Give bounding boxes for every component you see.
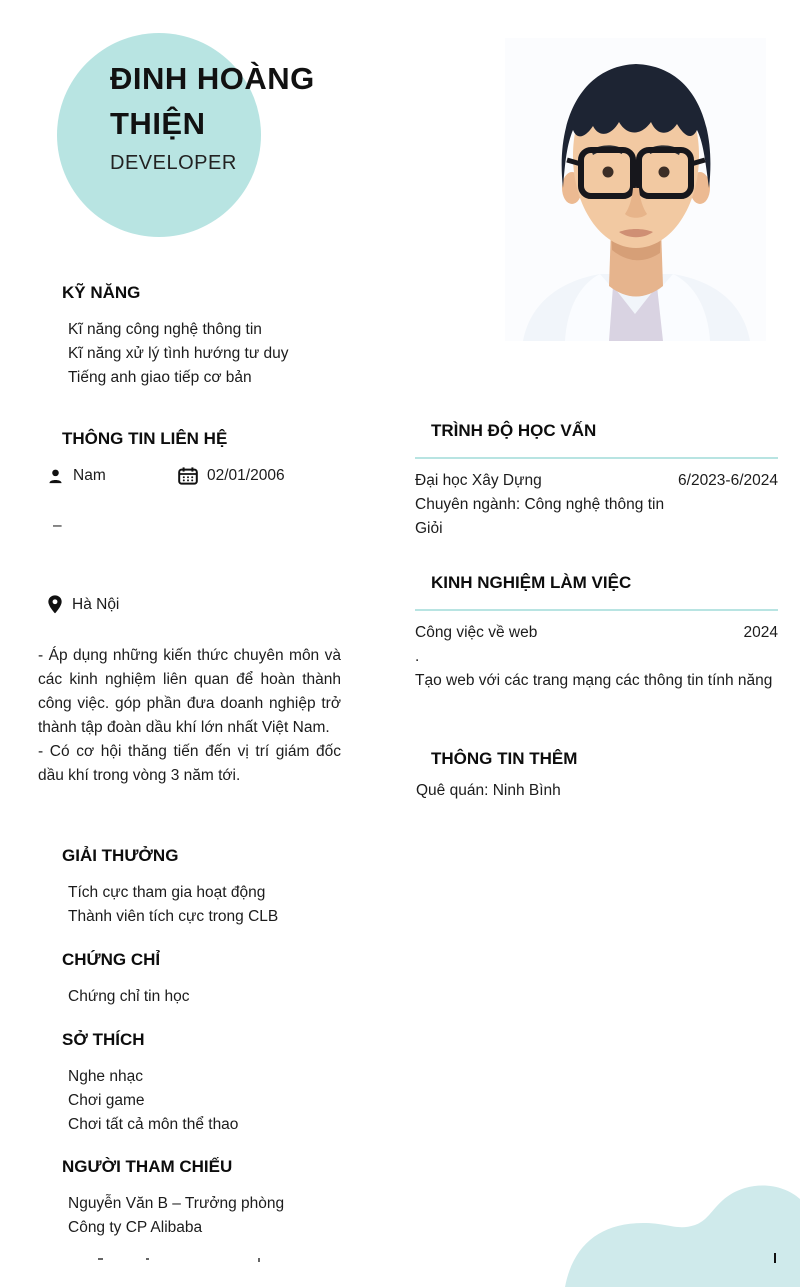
person-icon (47, 468, 64, 485)
more-info-body (416, 779, 778, 803)
experience-description: Tạo web với các trang mạng các thông tin tính năng (415, 672, 773, 689)
reference-item: Nguyễn Văn B – Trưởng phòng (68, 1195, 285, 1212)
stray-cursor-mark (774, 1253, 776, 1263)
footer-wave-decoration (565, 1183, 800, 1287)
contact-section (47, 429, 397, 639)
experience-body (415, 621, 778, 693)
certificates-section (47, 950, 190, 1009)
experience-heading (415, 573, 778, 611)
location-pin-icon (47, 595, 63, 614)
school-name: Đại học Xây Dựng (415, 472, 542, 489)
candidate-name: ĐINH HOÀNG THIỆN (110, 61, 315, 141)
references-heading (47, 1157, 284, 1177)
hobby-item: Nghe nhạc (68, 1068, 143, 1085)
skills-section (47, 283, 289, 390)
more-info-section (415, 749, 778, 803)
skills-list (47, 318, 289, 390)
references-section (47, 1157, 284, 1240)
awards-section (47, 846, 278, 929)
address-value: Hà Nội (72, 595, 120, 613)
education-grade: Giỏi (415, 520, 443, 537)
references-heading-label: NGƯỜI THAM CHIẾU (62, 1157, 233, 1176)
award-item: Tích cực tham gia hoạt động (68, 884, 266, 901)
more-info-heading (415, 749, 778, 769)
candidate-job-title: DEVELOPER (110, 152, 237, 174)
hobbies-heading-label: SỞ THÍCH (62, 1030, 145, 1049)
education-section (415, 421, 778, 541)
birthdate-row (178, 467, 285, 485)
experience-section (415, 573, 778, 693)
reference-item: Công ty CP Alibaba (68, 1219, 203, 1236)
references-list (47, 1192, 284, 1240)
gender-row (47, 467, 106, 485)
certificates-heading-label: CHỨNG CHỈ (62, 950, 161, 969)
hobby-item: Chơi game (68, 1092, 145, 1109)
award-item: Thành viên tích cực trong CLB (68, 908, 279, 925)
phone-value: – (53, 517, 62, 534)
certificates-heading (47, 950, 190, 970)
skills-heading (47, 283, 289, 303)
hometown-value: Quê quán: Ninh Bình (416, 782, 561, 799)
awards-list (47, 881, 278, 929)
awards-heading (47, 846, 278, 866)
objective-paragraph: - Có cơ hội thăng tiến đến vị trí giám đốc dầu khí trong vòng 3 năm tới. (38, 743, 341, 784)
contact-heading (47, 429, 397, 449)
phone-row (53, 517, 62, 535)
hobbies-section (47, 1030, 238, 1137)
address-row (47, 595, 119, 614)
experience-row (415, 621, 778, 645)
hobby-item: Chơi tất cả môn thể thao (68, 1116, 239, 1133)
calendar-icon (178, 467, 198, 485)
experience-dot: . (415, 648, 420, 665)
hobbies-heading (47, 1030, 238, 1050)
education-heading (415, 421, 778, 459)
gender-value: Nam (73, 467, 106, 484)
header (110, 56, 360, 175)
education-body (415, 469, 778, 541)
more-info-heading-label: THÔNG TIN THÊM (431, 749, 578, 768)
education-period: 6/2023-6/2024 (678, 472, 778, 489)
experience-period: 2024 (743, 624, 778, 641)
awards-heading-label: GIẢI THƯỞNG (62, 846, 179, 865)
education-row (415, 469, 778, 493)
skills-heading-label: KỸ NĂNG (62, 283, 141, 302)
objective-paragraph: - Áp dụng những kiến thức chuyên môn và các kinh nghiệm liên quan để hoàn thành công việc. góp phần đưa doanh nghiệp trở thành tập đoàn dầu khí lớn nhất Việt Nam. (38, 647, 341, 736)
contact-heading-label: THÔNG TIN LIÊN HỆ (62, 429, 228, 448)
portrait-illustration (505, 38, 766, 341)
education-major: Chuyên ngành: Công nghệ thông tin (415, 496, 665, 513)
objective-text (38, 644, 341, 788)
hobbies-list (47, 1065, 238, 1137)
experience-job: Công việc về web (415, 624, 538, 641)
certificate-item: Chứng chỉ tin học (68, 988, 190, 1005)
experience-heading-label: KINH NGHIỆM LÀM VIỆC (431, 573, 632, 592)
birthdate-value: 02/01/2006 (207, 467, 285, 484)
certificates-list (47, 985, 190, 1009)
skill-item: Kĩ năng công nghệ thông tin (68, 321, 262, 338)
skill-item: Kĩ năng xử lý tình hướng tư duy (68, 345, 289, 362)
profile-photo (505, 38, 766, 341)
education-heading-label: TRÌNH ĐỘ HỌC VẤN (431, 421, 597, 440)
cutoff-text-marks (98, 1258, 298, 1262)
skill-item: Tiếng anh giao tiếp cơ bản (68, 369, 252, 386)
